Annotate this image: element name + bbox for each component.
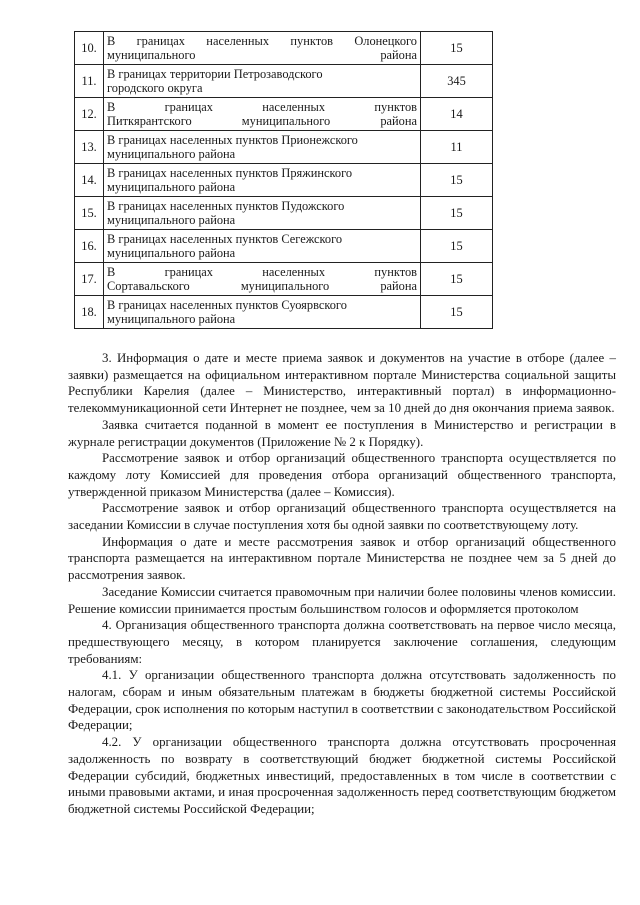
row-description: [104, 296, 421, 329]
row-description-line1: В границах населенных пунктов Суоярвского: [107, 297, 347, 312]
row-number: 17.: [75, 263, 104, 296]
row-number: 18.: [75, 296, 104, 329]
row-quantity: 11: [421, 131, 493, 164]
lots-table-wrapper: [74, 31, 493, 329]
row-description: [104, 197, 421, 230]
row-description-line2: муниципального района: [107, 147, 236, 161]
row-number: 15.: [75, 197, 104, 230]
paragraph-application-registered: Заявка считается поданной в момент ее поступления в Министерство и регистрации в журнале регистрации документов (Приложение № 2 к Порядку).: [68, 417, 616, 449]
table-row: [75, 197, 493, 230]
paragraph-review-by-commission: Рассмотрение заявок и отбор организаций общественного транспорта осуществляется по каждому лоту Комиссией для проведения отбора организаций общественного транспорта, утвержденной приказом Министерства (далее – Комиссия).: [68, 451, 616, 499]
row-quantity: 15: [421, 296, 493, 329]
paragraph-quorum: Заседание Комиссии считается правомочным при наличии более половины членов комиссии. Решение комиссии принимается простым большинством голосов и оформляется протоколом: [68, 584, 616, 616]
paragraph-review-at-meeting: Рассмотрение заявок и отбор организаций общественного транспорта осуществляется на заседании Комиссии в случае поступления хотя бы одной заявки по соответствующему лоту.: [68, 501, 616, 533]
table-row: [75, 296, 493, 329]
row-description: [104, 32, 421, 65]
row-description-line2: Сортавальского муниципального района: [107, 279, 417, 293]
row-quantity: 15: [421, 263, 493, 296]
row-number: 11.: [75, 65, 104, 98]
table-row: [75, 131, 493, 164]
table-row: [75, 263, 493, 296]
row-description-line1: В границах населенных пунктов Сегежского: [107, 231, 343, 246]
row-description: [104, 230, 421, 263]
table-row: [75, 32, 493, 65]
table-row: [75, 98, 493, 131]
row-description-line2: муниципального района: [107, 213, 236, 227]
row-number: 16.: [75, 230, 104, 263]
row-description-line2: городского округа: [107, 81, 203, 95]
lots-table: [74, 31, 493, 329]
row-quantity: 345: [421, 65, 493, 98]
paragraph-4-requirements: 4. Организация общественного транспорта должна соответствовать на первое число месяца, предшествующего месяцу, в котором планируется заключение соглашения, следующим требованиям:: [68, 618, 616, 666]
row-number: 13.: [75, 131, 104, 164]
row-quantity: 15: [421, 197, 493, 230]
row-description: [104, 131, 421, 164]
document-body-text: [68, 350, 616, 818]
row-description-line2: муниципального района: [107, 312, 236, 326]
paragraph-review-info-published: Информация о дате и месте рассмотрения заявок и отбор организаций общественного транспорта размещается на интерактивном портале Министерства не позднее чем за 5 дней до рассмотрения заявок.: [68, 534, 616, 583]
row-description-line1: В границах населенных пунктов Пудожского: [107, 198, 345, 213]
row-quantity: 14: [421, 98, 493, 131]
row-description-line1: В границах территории Петрозаводского: [107, 66, 323, 81]
table-row: [75, 230, 493, 263]
row-description: [104, 164, 421, 197]
row-quantity: 15: [421, 230, 493, 263]
paragraph-4-2-overdue-debt: 4.2. У организации общественного транспорта должна отсутствовать просроченная задолженность по возврату в соответствующий бюджет бюджетной системы Российской Федерации субсидий, бюджетных инвестиций, предоставленных в том числе в соответствии с иными правовыми актами, и иная просроченная задолженность перед соответствующим бюджетом бюджетной системы Российской Федерации;: [68, 735, 616, 816]
table-row: [75, 164, 493, 197]
row-description-line2: муниципального района: [107, 48, 417, 62]
row-description: [104, 98, 421, 131]
row-quantity: 15: [421, 164, 493, 197]
lots-table-body: [75, 32, 493, 329]
row-description-line1: В границах населенных пунктов: [107, 99, 417, 114]
paragraph-3-info-date-place: 3. Информация о дате и месте приема заявок и документов на участие в отборе (далее – заявки) размещается на официальном интерактивном портале Министерства социальной защиты Республики Карелия (далее – Министерство, интерактивный портал) в информационно-телекоммуникационной сети Интернет не позднее, чем за 10 дней до дня окончания приема заявок.: [68, 351, 616, 416]
row-number: 12.: [75, 98, 104, 131]
row-description-line1: В границах населенных пунктов Пряжинского: [107, 165, 353, 180]
row-description-line2: муниципального района: [107, 246, 236, 260]
row-number: 10.: [75, 32, 104, 65]
row-quantity: 15: [421, 32, 493, 65]
row-description-line2: Питкярантского муниципального района: [107, 114, 417, 128]
row-description: [104, 263, 421, 296]
row-description-line1: В границах населенных пунктов Олонецкого: [107, 33, 417, 48]
row-description-line1: В границах населенных пунктов Прионежского: [107, 132, 358, 147]
table-row: [75, 65, 493, 98]
row-description-line2: муниципального района: [107, 180, 236, 194]
row-description: [104, 65, 421, 98]
paragraph-4-1-tax-debt: 4.1. У организации общественного транспорта должна отсутствовать задолженность по налогам, сборам и иным обязательным платежам в бюджеты бюджетной системы Российской Федерации, срок исполнения по которым наступил в соответствии с законодательством Российской Федерации;: [68, 668, 616, 733]
row-description-line1: В границах населенных пунктов: [107, 264, 417, 279]
row-number: 14.: [75, 164, 104, 197]
